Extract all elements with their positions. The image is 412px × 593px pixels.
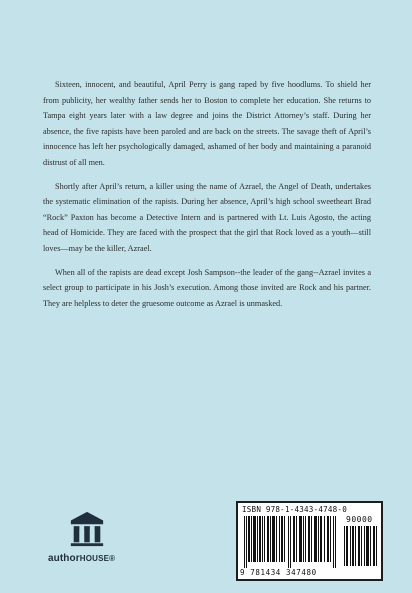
publisher-name-part2: HOUSE <box>79 554 110 563</box>
book-blurb <box>43 77 371 319</box>
blurb-paragraph-2: Shortly after April’s return, a killer using the name of Azrael, the Angel of Death, undertakes the systematic elimination of the rapists. During her absence, April’s high school sweetheart Brad “Rock” Paxton has become a Detective Intern and is partnered with Lt. Luis Agosto, the acting head of Homicide. They are faced with the prospect that the girl that Rock loved as a youth—still loves—may be the killer, Azrael. <box>43 181 371 253</box>
blurb-paragraph-3: When all of the rapists are dead except Josh Sampson--the leader of the gang--Azrael invites a select group to participate in his Josh’s execution. Among those invited are Rock and his partner. They are helpless to deter the gruesome outcome as Azrael is unmasked. <box>43 267 371 308</box>
isbn-barcode <box>236 501 383 581</box>
isbn-label: ISBN 978-1-4343-4748-0 <box>242 505 347 514</box>
publisher-logo <box>48 510 138 570</box>
ean-barcode-bars <box>244 516 338 568</box>
authorhouse-logo-icon <box>68 510 106 548</box>
blurb-paragraph-1: Sixteen, innocent, and beautiful, April Perry is gang raped by five hoodlums. To shield her from publicity, her wealthy father sends her to Boston to complete her education. She returns to Tampa eight years later with a law degree and joins the District Attorney’s staff. During her absence, the five rapists have been paroled and are back on the streets. The savage theft of April’s innocence has left her psychologically damaged, ashamed of her body and maintaining a paranoid distrust of all men. <box>43 80 371 167</box>
registered-mark: ® <box>109 554 116 563</box>
price-code: 90000 <box>346 515 373 524</box>
addon-barcode-bars <box>344 526 378 566</box>
publisher-name-part1: author <box>48 553 80 564</box>
publisher-name <box>48 553 138 564</box>
ean-digits: 9 781434 347480 <box>240 568 317 577</box>
